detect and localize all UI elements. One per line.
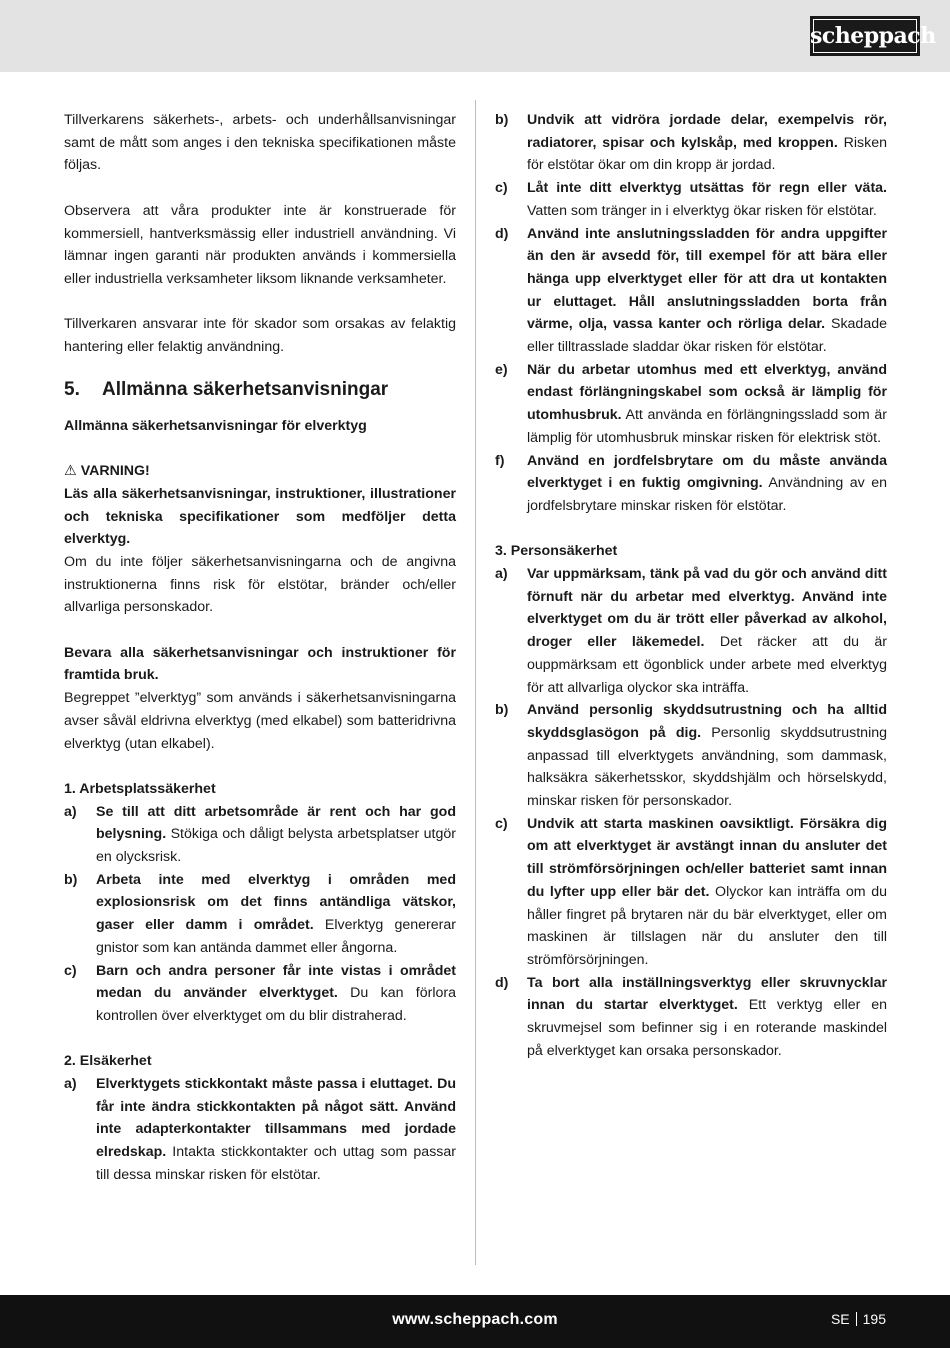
list-item-text: Vatten som tränger in i elverktyg ökar risken för elstötar. [527,202,877,219]
page-footer [0,1295,950,1348]
list-item-bold: Låt inte ditt elverktyg utsättas för regn eller väta. [527,180,887,197]
list-item [495,563,887,699]
section-heading [64,377,456,403]
subsection-title-2: 2. Elsäkerhet [64,1053,152,1070]
list-item [495,359,887,450]
list-item [495,223,887,359]
list-item-label: c) [495,180,508,197]
list-item-label: a) [495,566,508,583]
list-item-text: Olyckor kan inträffa om du håller fingret på brytaren när du bär elverktyget, eller om maskinen är tillslagen när du ansluter den till strömförsörjningen. [527,883,887,968]
language-code: SE [830,1311,850,1327]
page-header [0,0,950,72]
list-item-label: a) [64,803,77,820]
list-item [495,450,887,518]
section-number: 5. [64,378,80,400]
list-item-bold: Undvik att starta maskinen oavsiktligt. Försäkra dig om att elverktyget är avstängt innan du ansluter det till strömförsörjningen och/eller batteriet samt innan du lyfter upp eller bär det. [527,815,887,900]
list-item [495,813,887,972]
list-item-label: b) [495,702,509,719]
list-item-label: c) [495,815,508,832]
warning-triangle-icon: ⚠ [64,463,77,480]
right-column [495,109,887,1063]
list-item [64,960,456,1028]
list-item [64,801,456,869]
list-item-text: Att använda en förlängningssladd som är lämplig för utomhusbruk minskar risken för elektrisk stöt. [527,407,887,446]
list-item-label: d) [495,225,509,242]
list-item-bold: Använd personlig skyddsutrustning och ha alltid skyddsglasögon på dig. [527,702,887,741]
warning-label: VARNING! [80,463,150,480]
list-item-bold: Undvik att vidröra jordade delar, exempelvis rör, radiatorer, spisar och kylskåp, med kroppen. [527,112,887,151]
list-item-label: f) [495,452,505,469]
keep-instructions-text: Begreppet ”elverktyg” som används i säkerhetsanvisningarna avser såväl eldrivna elverktyg (med elkabel) som batteridrivna elverktyg (utan elkabel). [64,690,456,752]
page-number [831,1311,886,1327]
column-divider [475,100,476,1265]
list-item-label: c) [64,962,77,979]
list-item [64,1073,456,1187]
page-number-value: 195 [862,1311,886,1327]
warning-heading [64,460,456,483]
list-item-text: Användning av en jordfelsbrytare minskar risken för elstötar. [527,475,887,514]
list-item-label: e) [495,361,508,378]
website-url: www.scheppach.com [392,1311,558,1328]
intro-paragraph-2: Observera att våra produkter inte är konstruerade för kommersiell, hantverksmässig eller industriell användning. Vi lämnar ingen garanti när produkten används i kommersiella eller industriella verksamheter liksom liknande verksamheter. [64,202,456,287]
warning-text: Om du inte följer säkerhetsanvisningarna och de angivna instruktionerna finns risk för elstötar, bränder och/eller allvarliga personskador. [64,553,456,616]
list-item-label: b) [495,112,509,128]
list-item-bold: Ta bort alla inställningsverktyg eller skruvnycklar innan du startar elverktyget. [527,974,887,1014]
list-item-bold: Barn och andra personer får inte vistas i området medan du använder elverktyget. [96,962,456,1002]
list-item-bold: Använd en jordfelsbrytare om du måste använda elverktyget i en fuktig omgivning. [527,452,887,492]
list-item [495,699,887,813]
list-item-bold: När du arbetar utomhus med ett elverktyg, använd endast förlängningskabel som också är lämplig för utomhusbruk. [527,361,887,424]
list-item-text: Stökiga och dåligt belysta arbetsplatser utgör en olycksrisk. [96,826,456,866]
list-item-text: Risken för elstötar ökar om din kropp är jordad. [527,134,887,174]
list-item-text: Intakta stickkontakter och uttag som passar till dessa minskar risken för elstötar. [96,1144,456,1183]
list-item [495,177,887,222]
list-item-label: b) [64,871,78,888]
list-item-text: Personlig skyddsutrustning anpassad till elverktygets användning, som dammask, halksäkra säkerhetsskor, skyddshjälm och hörselskydd, minskar risken för personskador. [527,724,887,810]
intro-paragraph-1: Tillverkarens säkerhets-, arbets- och underhållsanvisningar samt de mått som anges i den tekniska specifikationen måste följas. [64,112,456,174]
scheppach-logo: scheppach [810,16,920,56]
section-title: Allmänna säkerhetsanvisningar [102,378,389,400]
list-item-label: a) [64,1076,77,1093]
section-subtitle: Allmänna säkerhetsanvisningar för elverktyg [64,417,367,434]
list-item-label: d) [495,974,509,991]
list-item [495,109,887,177]
list-item-text: Elverktyg genererar gnistor som kan antända dammet eller ångorna. [96,917,456,956]
list-item-bold: Använd inte anslutningssladden för andra uppgifter än den är avsedd för, till exempel för att bära eller hänga upp elverktyget eller för att dra ut kontakten ur eluttaget. Håll anslutningssladden borta från värme, olja, vassa kanter och rörliga delar. [527,225,887,333]
intro-paragraph-3: Tillverkaren ansvarar inte för skador som orsakas av felaktig hantering eller felaktig användning. [64,316,456,355]
list-item-bold: Var uppmärksam, tänk på vad du gör och använd ditt förnuft när du arbetar med elverktyg. Använd inte elverktyget om du är trött eller påverkad av alkohol, droger eller läkemedel. [527,566,887,651]
list-item-bold: Arbeta inte med elverktyg i områden med explosionsrisk om det finns antändliga vätskor, gaser eller damm i området. [96,871,456,934]
list-item-text: Du kan förlora kontrollen över elverktyget om du blir distraherad. [96,985,456,1024]
left-column [64,109,456,1187]
list-item-text: Skadade eller tilltrasslade sladdar ökar risken för elstötar. [527,316,887,356]
list-item [64,869,456,960]
list-item [495,972,887,1063]
list-item-bold: Se till att ditt arbetsområde är rent och har god belysning. [96,803,456,843]
keep-instructions-bold: Bevara alla säkerhetsanvisningar och instruktioner för framtida bruk. [64,644,456,684]
warning-bold-text: Läs alla säkerhetsanvisningar, instruktioner, illustrationer och tekniska specifikationer som medföljer detta elverktyg. [64,485,456,548]
subsection-title-3: 3. Personsäkerhet [495,543,618,560]
list-item-text: Det räcker att du är ouppmärksam ett ögonblick under arbete med elverktyg för att allvarliga olyckor ska inträffa. [527,634,887,696]
list-item-text: Ett verktyg eller en skruvmejsel som befinner sig i en roterande maskindel på elverktyget kan orsaka personskador. [527,997,888,1059]
subsection-title-1: 1. Arbetsplatssäkerhet [64,780,216,797]
list-item-bold: Elverktygets stickkontakt måste passa i eluttaget. Du får inte ändra stickkontakten på något sätt. Använd inte adapterkontakter tillsammans med jordade elredskap. [96,1076,456,1161]
